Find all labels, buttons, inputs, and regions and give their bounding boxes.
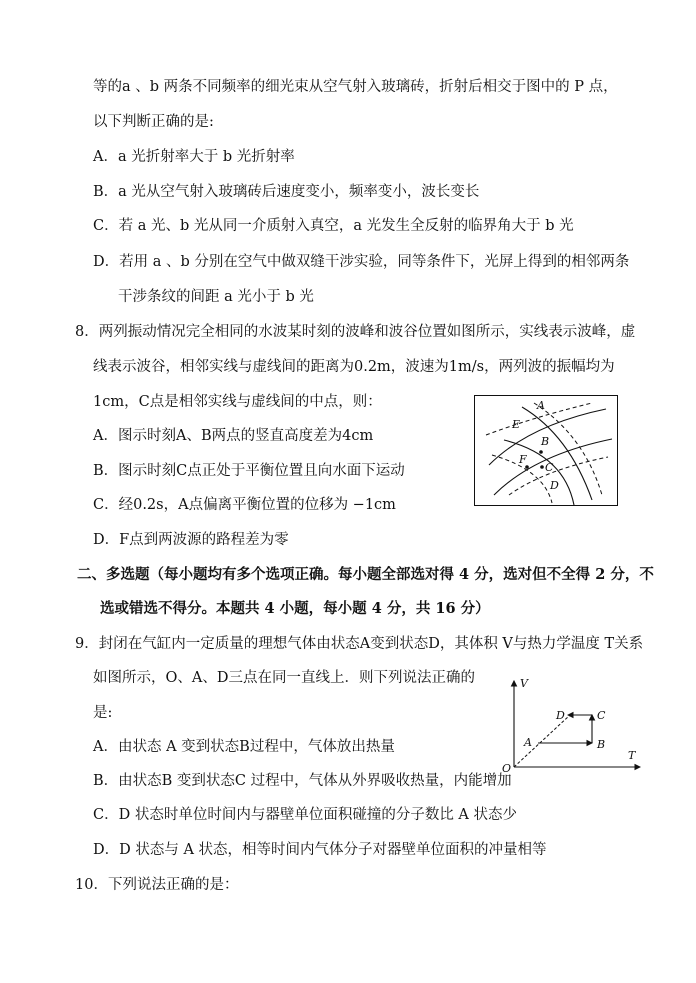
vt-label-a: A bbox=[524, 736, 532, 749]
option-8b: B．图示时刻C点正处于平衡位置且向水面下运动 bbox=[93, 463, 405, 479]
option-7c: C．若 a 光、b 光从同一介质射入真空，a 光发生全反射的临界角大于 b 光 bbox=[93, 218, 574, 234]
vt-label-b: B bbox=[597, 738, 606, 751]
option-8c: C．经0.2s，A点偏离平衡位置的位移为 −1cm bbox=[93, 497, 396, 513]
wave-label-d: D bbox=[550, 479, 559, 492]
vt-label-o: O bbox=[502, 762, 512, 775]
vt-dashed-line-oad bbox=[514, 715, 570, 767]
question-9-line-2: 如图所示，O、A、D三点在同一直线上．则下列说法正确的 bbox=[93, 670, 475, 686]
wave-label-f: F bbox=[519, 453, 527, 466]
option-7d: D．若用 a 、b 分别在空气中做双缝干涉实验，同等条件下，光屏上得到的相邻两条 bbox=[93, 254, 630, 270]
option-9b: B．由状态B 变到状态C 过程中，气体从外界吸收热量，内能增加 bbox=[93, 773, 512, 789]
option-8d: D．F点到两波源的路程差为零 bbox=[93, 532, 289, 548]
wave-point-c bbox=[540, 465, 544, 469]
section-heading-line-1: 二、多选题（每小题均有多个选项正确。每小题全部选对得 4 分，选对但不全得 2 分，不 bbox=[77, 566, 654, 583]
option-8a: A．图示时刻A、B两点的竖直高度差为4cm bbox=[93, 428, 374, 444]
text-line-1: 等的a 、b 两条不同频率的细光束从空气射入玻璃砖，折射后相交于图中的 P 点， bbox=[93, 79, 618, 95]
vt-label-t: T bbox=[628, 749, 636, 762]
vt-label-v: V bbox=[520, 677, 528, 690]
wave-interference-figure bbox=[474, 395, 618, 506]
wave-label-c: C bbox=[545, 461, 554, 474]
wave-label-e: E bbox=[512, 418, 521, 431]
option-9d: D．D 状态与 A 状态，相等时间内气体分子对器壁单位面积的冲量相等 bbox=[93, 842, 547, 858]
wave-label-b: B bbox=[541, 435, 550, 448]
vt-diagram bbox=[498, 675, 646, 775]
question-10-line-1: 10．下列说法正确的是： bbox=[75, 877, 239, 893]
question-8-line-1: 8．两列振动情况完全相同的水波某时刻的波峰和波谷位置如图所示，实线表示波峰，虚 bbox=[75, 324, 636, 340]
question-8-line-2: 线表示波谷，相邻实线与虚线间的距离为0.2m，波速为1m/s，两列波的振幅均为 bbox=[93, 359, 615, 375]
option-7b: B．a 光从空气射入玻璃砖后速度变小，频率变小，波长变长 bbox=[93, 184, 480, 200]
wave-crest-arc-4 bbox=[504, 440, 574, 505]
wave-label-a: A bbox=[537, 399, 545, 412]
option-7a: A．a 光折射率大于 b 光折射率 bbox=[93, 149, 295, 165]
question-8-line-3: 1cm，C点是相邻实线与虚线间的中点，则： bbox=[93, 394, 382, 410]
text-line-2: 以下判断正确的是: bbox=[93, 114, 214, 130]
option-9c: C．D 状态时单位时间内与器壁单位面积碰撞的分子数比 A 状态少 bbox=[93, 807, 518, 823]
question-9-line-3: 是: bbox=[93, 705, 113, 721]
option-9a: A．由状态 A 变到状态B过程中，气体放出热量 bbox=[93, 739, 395, 755]
vt-label-d: D bbox=[556, 709, 565, 722]
wave-trough-arc-3 bbox=[534, 403, 602, 495]
wave-point-b bbox=[539, 450, 543, 454]
vt-label-c: C bbox=[597, 709, 606, 722]
question-9-line-1: 9．封闭在气缸内一定质量的理想气体由状态A变到状态D，其体积 V与热力学温度 T关系 bbox=[75, 636, 644, 652]
option-7d-cont: 干涉条纹的间距 a 光小于 b 光 bbox=[118, 289, 314, 305]
section-heading-line-2: 选或错选不得分。本题共 4 小题，每小题 4 分，共 16 分） bbox=[100, 600, 490, 617]
